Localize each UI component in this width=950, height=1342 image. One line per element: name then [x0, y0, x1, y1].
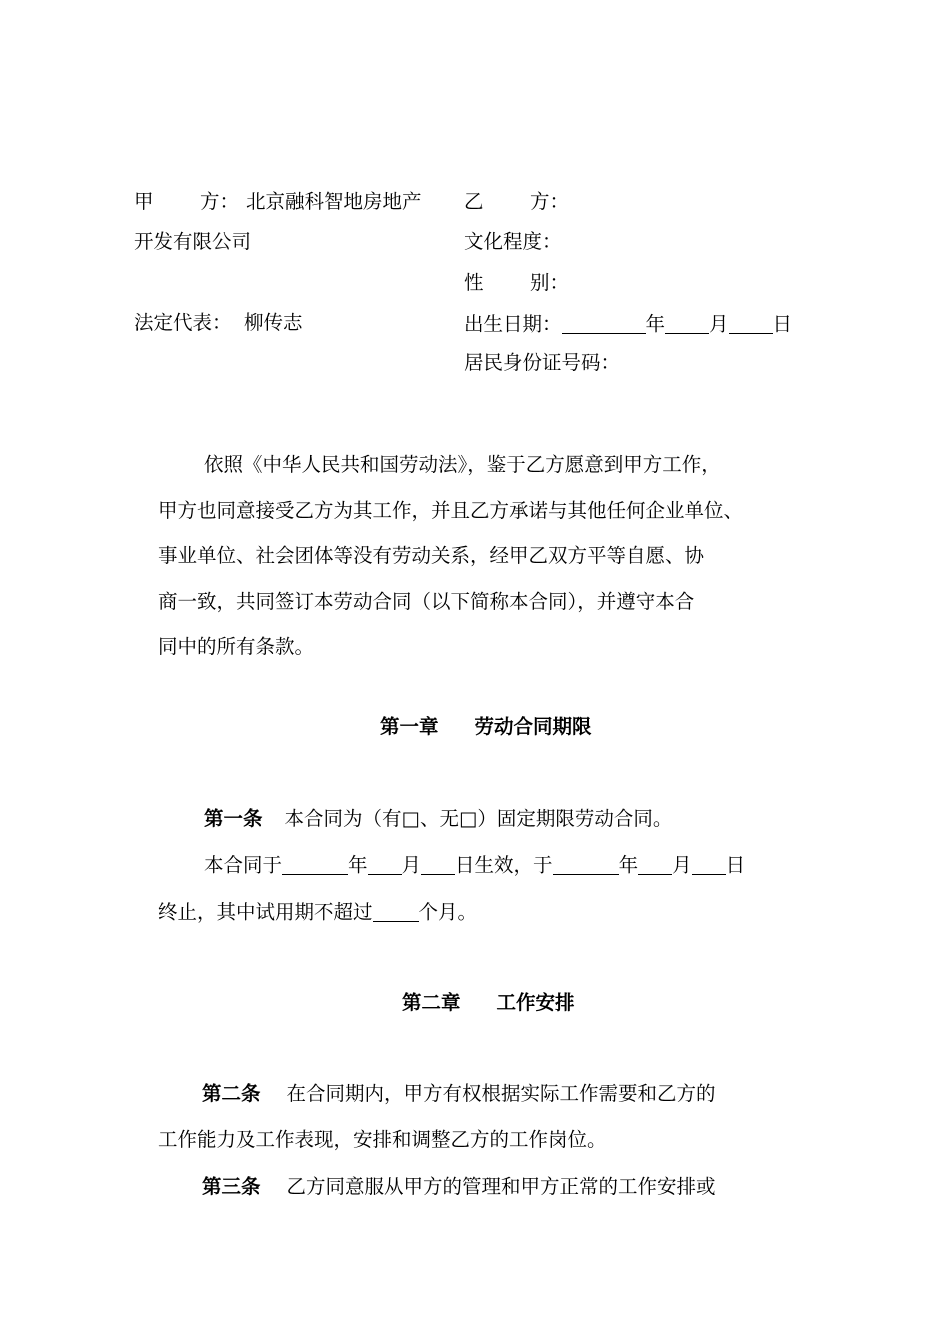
- start-day-blank: [421, 854, 455, 875]
- dob-label: 出生日期：: [464, 312, 562, 336]
- article1: [204, 809, 672, 829]
- probation-months-blank: [373, 901, 419, 922]
- dob-month-blank: [665, 313, 709, 334]
- end-day-unit: 日: [725, 853, 746, 877]
- chapter2-heading: [402, 993, 575, 1013]
- party-b-dob: [464, 313, 792, 334]
- chapter1-num: 第一章: [380, 715, 439, 738]
- party-a-rep-label: 法定代表：: [134, 311, 232, 334]
- dob-day-unit: 日: [772, 312, 793, 336]
- start-month-unit: 月: [401, 853, 422, 877]
- dob-month-unit: 月: [709, 312, 729, 336]
- article3-label: 第三条: [202, 1175, 261, 1198]
- chapter2-title: 工作安排: [496, 991, 575, 1014]
- party-a-label-1: 甲: [134, 190, 154, 213]
- end-month-blank: [638, 854, 672, 875]
- party-b-gender-2: 别：: [530, 271, 570, 294]
- term-start-text: 本合同于: [204, 853, 283, 877]
- party-a-name-line1: 北京融科智地房地产: [246, 190, 422, 213]
- party-b-label-1: 乙: [464, 190, 484, 213]
- probation-unit: 个月。: [418, 900, 478, 924]
- probation-text: 终止，其中试用期不超过: [158, 900, 373, 924]
- party-b-id-label: 居民身份证号码：: [464, 351, 621, 374]
- article2-text-1: 在合同期内，甲方有权根据实际工作需要和乙方的: [286, 1082, 716, 1105]
- preamble-line-1: 依照《中华人民共和国劳动法》，鉴于乙方愿意到甲方工作，: [204, 453, 721, 476]
- end-year-unit: 年: [618, 853, 639, 877]
- article3-text-1: 乙方同意服从甲方的管理和甲方正常的工作安排或: [286, 1175, 716, 1198]
- chapter2-num: 第二章: [402, 991, 461, 1014]
- dob-year-unit: 年: [645, 312, 666, 336]
- end-day-blank: [692, 854, 726, 875]
- preamble-line-5: 同中的所有条款。: [158, 635, 315, 658]
- article2-label: 第二条: [202, 1082, 261, 1105]
- party-a-rep-name: 柳传志: [244, 311, 303, 334]
- dob-year-blank: [562, 313, 646, 334]
- party-b-education: 文化程度：: [464, 230, 562, 253]
- preamble-line-2: 甲方也同意接受乙方为其工作，并且乙方承诺与其他任何企业单位、: [158, 498, 744, 522]
- dob-day-blank: [729, 313, 773, 334]
- party-b-gender-1: 性: [464, 271, 484, 294]
- chapter1-heading: [380, 717, 592, 737]
- start-month-blank: [368, 854, 402, 875]
- party-a-label-2: 方：: [200, 190, 240, 213]
- start-year-unit: 年: [348, 853, 368, 877]
- article1-text: 本合同为（有□、无□）固定期限劳动合同。: [284, 807, 673, 830]
- party-a-name-line2: 开发有限公司: [134, 230, 252, 253]
- end-year-blank: [553, 854, 619, 875]
- article1-label: 第一条: [204, 807, 263, 830]
- article2-line-1: [202, 1084, 716, 1104]
- chapter1-title: 劳动合同期限: [474, 715, 592, 738]
- party-b-label-2: 方：: [530, 190, 570, 213]
- article1-term-line: [204, 854, 745, 875]
- article1-probation-line: [158, 901, 477, 922]
- start-year-blank: [282, 854, 348, 875]
- article2-line-2: 工作能力及工作表现，安排和调整乙方的工作岗位。: [158, 1128, 607, 1151]
- article3-line-1: [202, 1177, 716, 1197]
- term-effective-text: 日生效，于: [455, 853, 553, 877]
- preamble-line-3: 事业单位、社会团体等没有劳动关系，经甲乙双方平等自愿、协: [158, 544, 705, 567]
- end-month-unit: 月: [672, 853, 692, 877]
- preamble: [158, 442, 743, 670]
- preamble-line-4: 商一致，共同签订本劳动合同（以下简称本合同），并遵守本合: [158, 589, 695, 613]
